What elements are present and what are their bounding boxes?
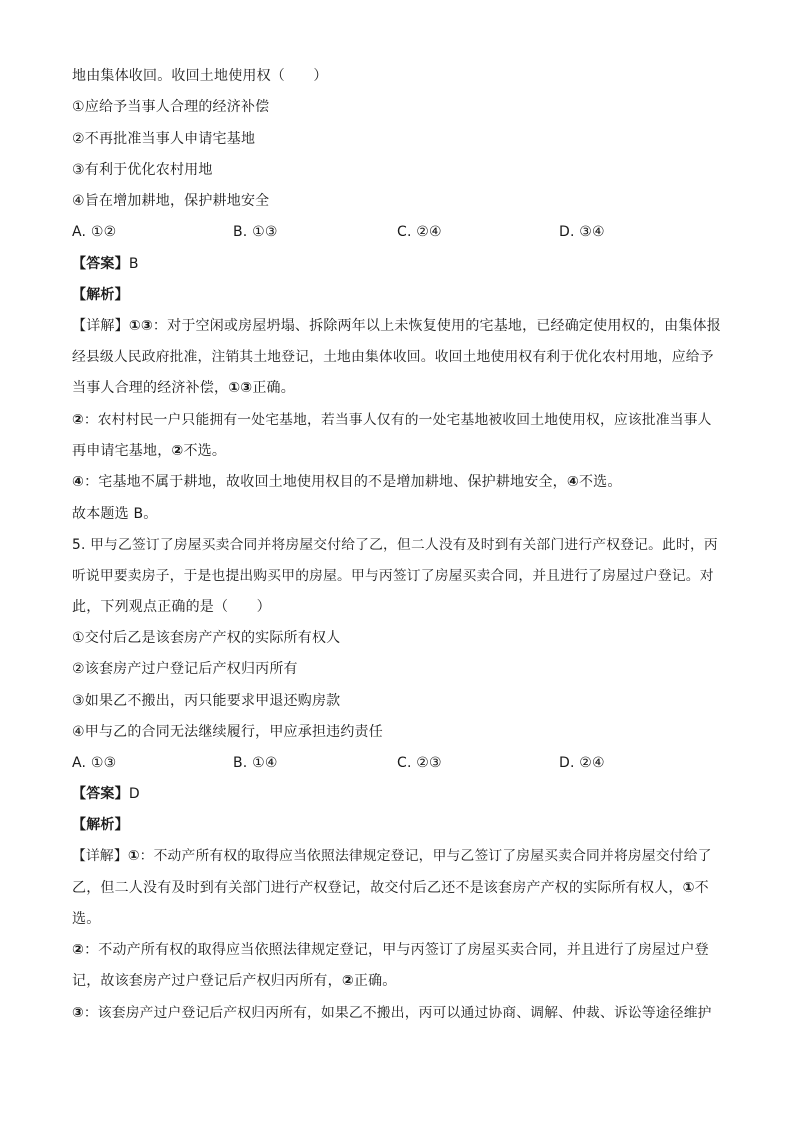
- answer-label: 【答案】: [72, 256, 129, 272]
- choice-ref: ②: [72, 412, 84, 428]
- q4-explanation-2-line-1: [72, 410, 712, 430]
- detail-label: 【详解】: [72, 318, 129, 334]
- q4-answer: [72, 254, 139, 274]
- answer-value: D: [128, 786, 140, 802]
- choice-ref: ④: [72, 474, 85, 490]
- q4-option-a: A. ①②: [72, 224, 117, 240]
- q5-explanation-2-line-1: [72, 940, 709, 960]
- choice-ref: ③: [72, 1005, 84, 1021]
- q5-answer: [72, 784, 140, 804]
- q5-stem-line-1: 5. 甲与乙签订了房屋买卖合同并将房屋交付给了乙，但二人没有及时到有关部门进行产权登记。此时，丙: [72, 537, 718, 553]
- choice-ref: ①③: [228, 380, 253, 396]
- explanation-text: ：宅基地不属于耕地，故收回土地使用权目的不是增加耕地、保护耕地安全，: [84, 474, 567, 490]
- q4-option-b: B. ①③: [233, 224, 278, 240]
- q5-option-a: A. ①③: [72, 755, 117, 771]
- choice-ref: ①: [682, 880, 695, 896]
- q5-item-3: ③如果乙不搬出，丙只能要求甲退还购房款: [72, 693, 341, 709]
- q5-analysis-label: 【解析】: [72, 817, 129, 833]
- q4-item-2: ②不再批准当事人申请宅基地: [72, 131, 256, 147]
- explanation-text: ：不动产所有权的取得应当依照法律规定登记，甲与丙签订了房屋买卖合同，并且进行了房屋过户登: [84, 942, 709, 958]
- explanation-text: 不: [694, 880, 709, 896]
- explanation-text: 不选。: [578, 474, 622, 490]
- q5-item-4: ④甲与乙的合同无法继续履行，甲应承担违约责任: [72, 724, 383, 740]
- choice-ref: ②: [341, 973, 354, 989]
- q4-item-1: ①应给予当事人合理的经济补偿: [72, 99, 270, 115]
- q5-explanation-2-line-2: [72, 971, 396, 991]
- q4-explanation-1-line-1: [72, 316, 721, 336]
- choice-ref: ②: [171, 443, 184, 459]
- answer-label: 【答案】: [72, 786, 129, 802]
- q4-stem-tail: 地由集体收回。收回土地使用权（ ）: [72, 68, 328, 84]
- q5-explanation-1-line-3: 选。: [72, 911, 101, 927]
- explanation-text: 记，故该套房产过户登记后产权归丙所有，: [72, 973, 342, 989]
- q5-item-2: ②该套房产过户登记后产权归丙所有: [72, 661, 298, 677]
- q5-stem-line-2: 听说甲要卖房子，于是也提出购买甲的房屋。甲与丙签订了房屋买卖合同，并且进行了房屋过户登记。对: [72, 568, 714, 584]
- q4-item-3: ③有利于优化农村用地: [72, 162, 213, 178]
- q5-stem-line-3: 此，下列观点正确的是（ ）: [72, 599, 271, 615]
- q5-option-b: B. ①④: [233, 755, 278, 771]
- q4-explanation-2-line-2: [72, 441, 226, 461]
- q5-explanation-1-line-2: [72, 878, 709, 898]
- explanation-text: ：农村村民一户只能拥有一处宅基地，若当事人仅有的一处宅基地被收回土地使用权，应该批准当事人: [83, 412, 712, 428]
- q5-option-d: D. ②④: [559, 755, 605, 771]
- explanation-text: ：该套房产过户登记后产权归丙所有，如果乙不搬出，丙可以通过协商、调解、仲裁、诉讼等途径维护: [83, 1005, 712, 1021]
- choice-ref: ①③: [128, 318, 153, 334]
- choice-ref: ②: [72, 942, 85, 958]
- explanation-text: 正确。: [252, 380, 295, 396]
- q4-conclusion: 故本题选 B。: [72, 506, 158, 522]
- choice-ref: ④: [566, 474, 579, 490]
- q4-option-c: C. ②④: [397, 224, 442, 240]
- explanation-text: ：不动产所有权的取得应当依照法律规定登记，甲与乙签订了房屋买卖合同并将房屋交付给了: [139, 848, 712, 864]
- q4-analysis-label: 【解析】: [72, 287, 129, 303]
- explanation-text: 正确。: [353, 973, 397, 989]
- q5-item-1: ①交付后乙是该套房产产权的实际所有权人: [72, 630, 341, 646]
- q5-options: [72, 753, 722, 773]
- choice-ref: ①: [127, 848, 140, 864]
- q4-item-4: ④旨在增加耕地，保护耕地安全: [72, 193, 270, 209]
- q4-explanation-1-line-3: [72, 378, 295, 398]
- q5-option-c: C. ②③: [397, 755, 442, 771]
- explanation-text: 不选。: [183, 443, 227, 459]
- q5-explanation-3-line-1: [72, 1003, 712, 1023]
- detail-label: 【详解】: [72, 848, 128, 864]
- q5-explanation-1-line-1: [72, 846, 712, 866]
- q4-explanation-3: [72, 472, 622, 492]
- explanation-text: 当事人合理的经济补偿，: [72, 380, 229, 396]
- q4-options: [72, 222, 722, 242]
- explanation-text: ：对于空闲或房屋坍塌、拆除两年以上未恢复使用的宅基地，已经确定使用权的，由集体报: [152, 318, 721, 334]
- q4-option-d: D. ③④: [559, 224, 605, 240]
- explanation-text: 再申请宅基地，: [72, 443, 172, 459]
- q4-explanation-1-line-2: 经县级人民政府批准，注销其土地登记，土地由集体收回。收回土地使用权有利于优化农村用地，应给予: [72, 349, 714, 365]
- explanation-text: 乙，但二人没有及时到有关部门进行产权登记，故交付后乙还不是该套房产产权的实际所有权人，: [72, 880, 683, 896]
- answer-value: B: [128, 256, 139, 272]
